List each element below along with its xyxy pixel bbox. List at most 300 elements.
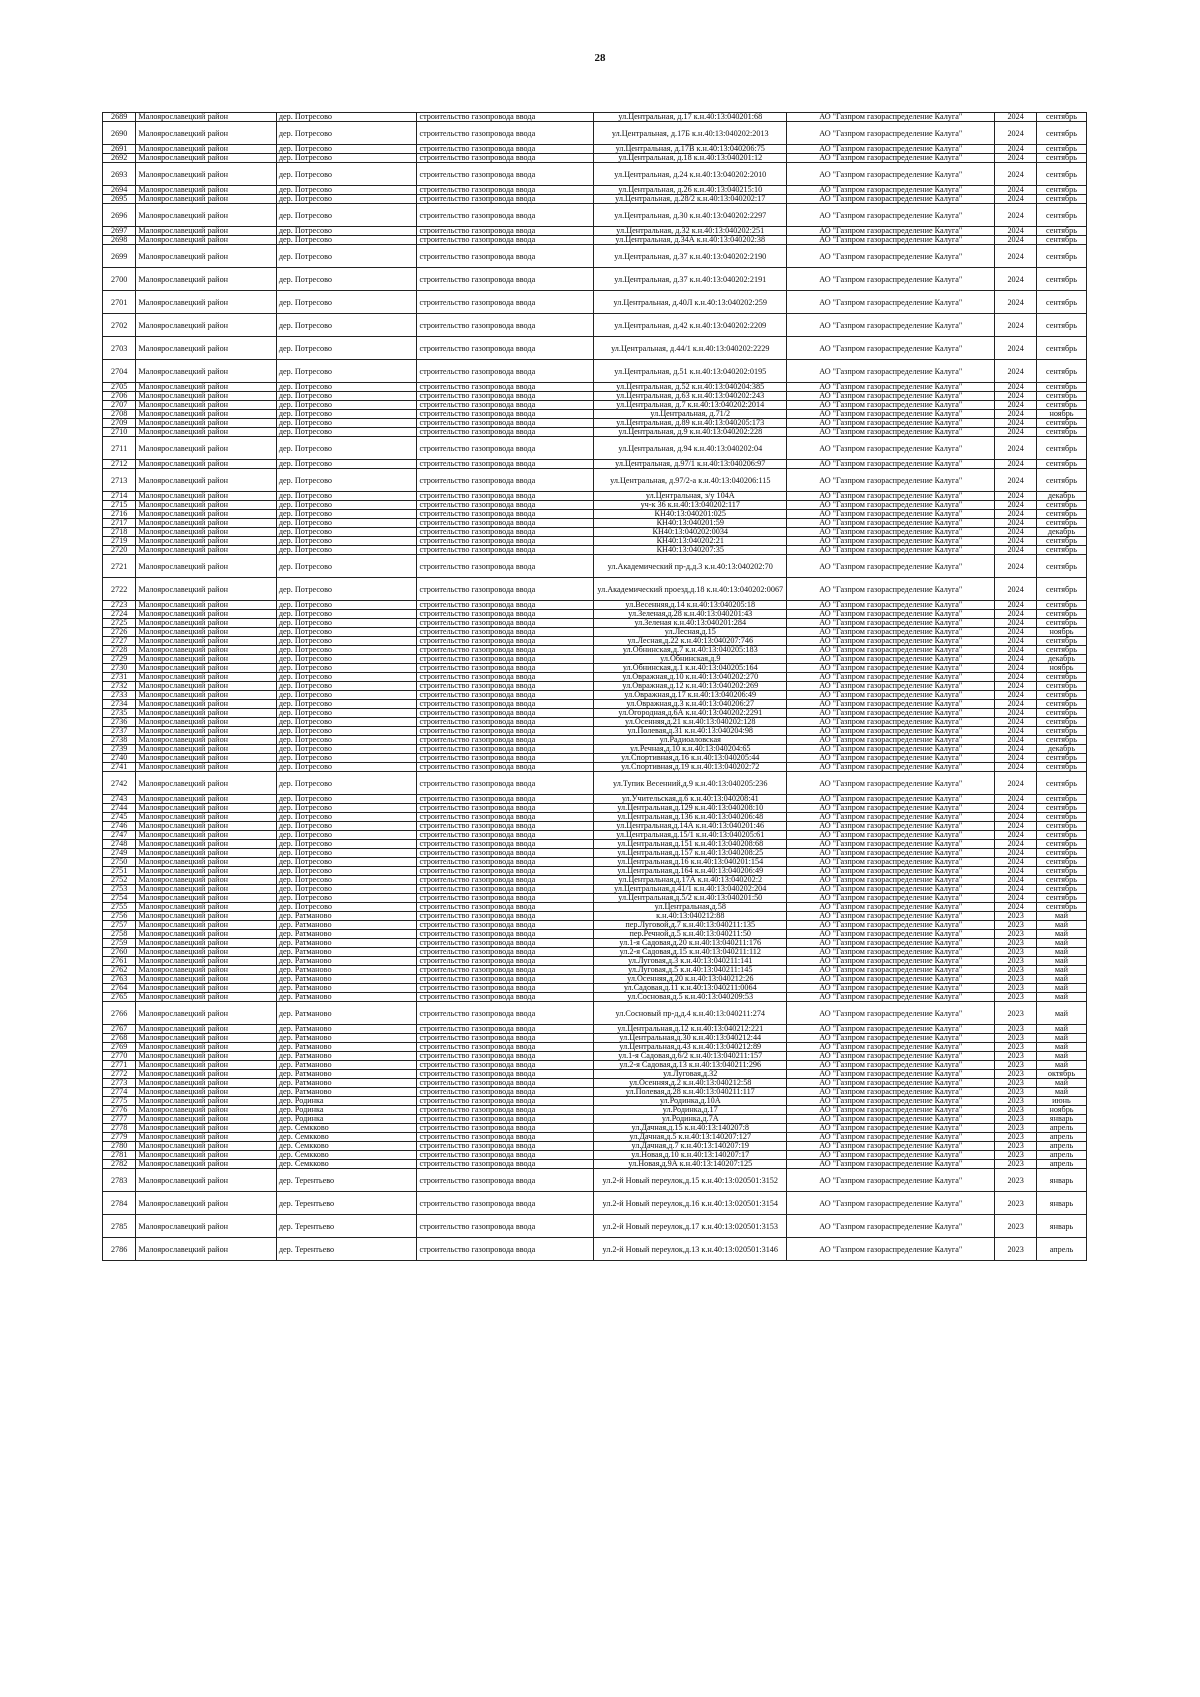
region-cell: Малоярославецкий район bbox=[136, 1238, 277, 1261]
organization-cell: АО "Газпром газораспределение Калуга" bbox=[787, 754, 995, 763]
address-cell: ул.Центральная, д.28/2 к.н.40:13:040202:17 bbox=[594, 195, 787, 204]
village-cell: дер. Потресово bbox=[276, 419, 417, 428]
address-cell: ул.Новая,д.9А к.н.40:13:140207:125 bbox=[594, 1160, 787, 1169]
month-cell: сентябрь bbox=[1036, 646, 1086, 655]
address-cell: КН40:13:040201:59 bbox=[594, 519, 787, 528]
address-cell: ул.Центральная, д.34А к.н.40:13:040202:38 bbox=[594, 236, 787, 245]
row-number: 2760 bbox=[103, 948, 136, 957]
table-row bbox=[103, 537, 1087, 546]
work-type-cell: строительство газопровода ввода bbox=[417, 948, 594, 957]
region-cell: Малоярославецкий район bbox=[136, 1079, 277, 1088]
address-cell: ул.Овражная,д.12 к.н.40:13:040202:269 bbox=[594, 682, 787, 691]
organization-cell: АО "Газпром газораспределение Калуга" bbox=[787, 646, 995, 655]
village-cell: дер. Потресово bbox=[276, 718, 417, 727]
year-cell: 2023 bbox=[995, 1151, 1037, 1160]
address-cell: ул.Центральная,д.136 к.н.40:13:040206:48 bbox=[594, 813, 787, 822]
row-number: 2758 bbox=[103, 930, 136, 939]
year-cell: 2024 bbox=[995, 885, 1037, 894]
table-row bbox=[103, 993, 1087, 1002]
organization-cell: АО "Газпром газораспределение Калуга" bbox=[787, 360, 995, 383]
month-cell: сентябрь bbox=[1036, 383, 1086, 392]
organization-cell: АО "Газпром газораспределение Калуга" bbox=[787, 966, 995, 975]
year-cell: 2024 bbox=[995, 360, 1037, 383]
work-type-cell: строительство газопровода ввода bbox=[417, 804, 594, 813]
year-cell: 2024 bbox=[995, 601, 1037, 610]
region-cell: Малоярославецкий район bbox=[136, 628, 277, 637]
month-cell: май bbox=[1036, 957, 1086, 966]
year-cell: 2023 bbox=[995, 1192, 1037, 1215]
year-cell: 2024 bbox=[995, 510, 1037, 519]
work-type-cell: строительство газопровода ввода bbox=[417, 921, 594, 930]
region-cell: Малоярославецкий район bbox=[136, 392, 277, 401]
village-cell: дер. Потресово bbox=[276, 437, 417, 460]
address-cell: ул.Дачная,д.7 к.н.40:13:140207:19 bbox=[594, 1142, 787, 1151]
region-cell: Малоярославецкий район bbox=[136, 1215, 277, 1238]
row-number: 2704 bbox=[103, 360, 136, 383]
region-cell: Малоярославецкий район bbox=[136, 1151, 277, 1160]
month-cell: май bbox=[1036, 1002, 1086, 1025]
work-type-cell: строительство газопровода ввода bbox=[417, 469, 594, 492]
month-cell: сентябрь bbox=[1036, 619, 1086, 628]
year-cell: 2024 bbox=[995, 646, 1037, 655]
year-cell: 2024 bbox=[995, 804, 1037, 813]
village-cell: дер. Потресово bbox=[276, 546, 417, 555]
work-type-cell: строительство газопровода ввода bbox=[417, 930, 594, 939]
row-number: 2752 bbox=[103, 876, 136, 885]
table-row bbox=[103, 813, 1087, 822]
month-cell: май bbox=[1036, 975, 1086, 984]
organization-cell: АО "Газпром газораспределение Калуга" bbox=[787, 1052, 995, 1061]
row-number: 2761 bbox=[103, 957, 136, 966]
page-number: 28 bbox=[594, 52, 606, 64]
village-cell: дер. Терентьево bbox=[276, 1215, 417, 1238]
region-cell: Малоярославецкий район bbox=[136, 1192, 277, 1215]
region-cell: Малоярославецкий район bbox=[136, 903, 277, 912]
row-number: 2774 bbox=[103, 1088, 136, 1097]
month-cell: май bbox=[1036, 984, 1086, 993]
table-row bbox=[103, 1133, 1087, 1142]
row-number: 2779 bbox=[103, 1133, 136, 1142]
table-row bbox=[103, 528, 1087, 537]
region-cell: Малоярославецкий район bbox=[136, 601, 277, 610]
village-cell: дер. Потресово bbox=[276, 655, 417, 664]
row-number: 2766 bbox=[103, 1002, 136, 1025]
work-type-cell: строительство газопровода ввода bbox=[417, 291, 594, 314]
organization-cell: АО "Газпром газораспределение Калуга" bbox=[787, 628, 995, 637]
month-cell: май bbox=[1036, 921, 1086, 930]
year-cell: 2023 bbox=[995, 930, 1037, 939]
village-cell: дер. Семкково bbox=[276, 1160, 417, 1169]
region-cell: Малоярославецкий район bbox=[136, 186, 277, 195]
village-cell: дер. Потресово bbox=[276, 601, 417, 610]
village-cell: дер. Потресово bbox=[276, 122, 417, 145]
month-cell: сентябрь bbox=[1036, 419, 1086, 428]
work-type-cell: строительство газопровода ввода bbox=[417, 186, 594, 195]
table-row bbox=[103, 709, 1087, 718]
month-cell: сентябрь bbox=[1036, 555, 1086, 578]
village-cell: дер. Потресово bbox=[276, 885, 417, 894]
month-cell: сентябрь bbox=[1036, 637, 1086, 646]
month-cell: сентябрь bbox=[1036, 268, 1086, 291]
month-cell: январь bbox=[1036, 1169, 1086, 1192]
table-row bbox=[103, 637, 1087, 646]
work-type-cell: строительство газопровода ввода bbox=[417, 628, 594, 637]
village-cell: дер. Потресово bbox=[276, 113, 417, 122]
region-cell: Малоярославецкий район bbox=[136, 1002, 277, 1025]
month-cell: сентябрь bbox=[1036, 437, 1086, 460]
address-cell: ул.Огородная,д.6А к.н.40:13:040202:2291 bbox=[594, 709, 787, 718]
table-row bbox=[103, 736, 1087, 745]
row-number: 2734 bbox=[103, 700, 136, 709]
work-type-cell: строительство газопровода ввода bbox=[417, 392, 594, 401]
work-type-cell: строительство газопровода ввода bbox=[417, 664, 594, 673]
month-cell: май bbox=[1036, 1052, 1086, 1061]
row-number: 2723 bbox=[103, 601, 136, 610]
address-cell: ул.Осенняя,д.20 к.н.40:13:040212:26 bbox=[594, 975, 787, 984]
table-row bbox=[103, 619, 1087, 628]
month-cell: сентябрь bbox=[1036, 154, 1086, 163]
work-type-cell: строительство газопровода ввода bbox=[417, 709, 594, 718]
address-cell: ул.Центральная, д.24 к.н.40:13:040202:2010 bbox=[594, 163, 787, 186]
address-cell: ул.Овражная,д.10 к.н.40:13:040202:270 bbox=[594, 673, 787, 682]
village-cell: дер. Потресово bbox=[276, 691, 417, 700]
address-cell: ул.Обнинская,д.9 bbox=[594, 655, 787, 664]
year-cell: 2023 bbox=[995, 1052, 1037, 1061]
organization-cell: АО "Газпром газораспределение Калуга" bbox=[787, 912, 995, 921]
village-cell: дер. Потресово bbox=[276, 646, 417, 655]
work-type-cell: строительство газопровода ввода bbox=[417, 1034, 594, 1043]
organization-cell: АО "Газпром газораспределение Калуга" bbox=[787, 795, 995, 804]
month-cell: апрель bbox=[1036, 1160, 1086, 1169]
month-cell: май bbox=[1036, 948, 1086, 957]
work-type-cell: строительство газопровода ввода bbox=[417, 163, 594, 186]
row-number: 2740 bbox=[103, 754, 136, 763]
month-cell: сентябрь bbox=[1036, 718, 1086, 727]
village-cell: дер. Потресово bbox=[276, 555, 417, 578]
month-cell: сентябрь bbox=[1036, 727, 1086, 736]
year-cell: 2024 bbox=[995, 291, 1037, 314]
year-cell: 2024 bbox=[995, 736, 1037, 745]
address-cell: ул.Центральная, д.30 к.н.40:13:040202:2297 bbox=[594, 204, 787, 227]
address-cell: ул.Центральная,д.30 к.н.40:13:040212:44 bbox=[594, 1034, 787, 1043]
region-cell: Малоярославецкий район bbox=[136, 682, 277, 691]
row-number: 2778 bbox=[103, 1124, 136, 1133]
row-number: 2692 bbox=[103, 154, 136, 163]
region-cell: Малоярославецкий район bbox=[136, 245, 277, 268]
work-type-cell: строительство газопровода ввода bbox=[417, 772, 594, 795]
organization-cell: АО "Газпром газораспределение Калуга" bbox=[787, 401, 995, 410]
table-row bbox=[103, 1002, 1087, 1025]
organization-cell: АО "Газпром газораспределение Калуга" bbox=[787, 1034, 995, 1043]
month-cell: апрель bbox=[1036, 1142, 1086, 1151]
month-cell: январь bbox=[1036, 1215, 1086, 1238]
work-type-cell: строительство газопровода ввода bbox=[417, 876, 594, 885]
row-number: 2714 bbox=[103, 492, 136, 501]
organization-cell: АО "Газпром газораспределение Калуга" bbox=[787, 546, 995, 555]
row-number: 2783 bbox=[103, 1169, 136, 1192]
village-cell: дер. Потресово bbox=[276, 849, 417, 858]
table-row bbox=[103, 163, 1087, 186]
table-row bbox=[103, 1034, 1087, 1043]
table-row bbox=[103, 460, 1087, 469]
table-row bbox=[103, 1238, 1087, 1261]
organization-cell: АО "Газпром газораспределение Калуга" bbox=[787, 314, 995, 337]
table-row bbox=[103, 578, 1087, 601]
year-cell: 2024 bbox=[995, 501, 1037, 510]
address-cell: ул.Центральная, д.17 к.н.40:13:040201:68 bbox=[594, 113, 787, 122]
year-cell: 2024 bbox=[995, 113, 1037, 122]
row-number: 2737 bbox=[103, 727, 136, 736]
region-cell: Малоярославецкий район bbox=[136, 700, 277, 709]
region-cell: Малоярославецкий район bbox=[136, 227, 277, 236]
year-cell: 2023 bbox=[995, 1061, 1037, 1070]
row-number: 2744 bbox=[103, 804, 136, 813]
row-number: 2771 bbox=[103, 1061, 136, 1070]
year-cell: 2024 bbox=[995, 822, 1037, 831]
organization-cell: АО "Газпром газораспределение Калуга" bbox=[787, 460, 995, 469]
work-type-cell: строительство газопровода ввода bbox=[417, 939, 594, 948]
organization-cell: АО "Газпром газораспределение Калуга" bbox=[787, 637, 995, 646]
region-cell: Малоярославецкий район bbox=[136, 555, 277, 578]
address-cell: ул.Весенняя,д.14 к.н.40:13:040205:18 bbox=[594, 601, 787, 610]
work-type-cell: строительство газопровода ввода bbox=[417, 1133, 594, 1142]
year-cell: 2024 bbox=[995, 145, 1037, 154]
row-number: 2768 bbox=[103, 1034, 136, 1043]
table-row bbox=[103, 912, 1087, 921]
month-cell: декабрь bbox=[1036, 492, 1086, 501]
organization-cell: АО "Газпром газораспределение Калуга" bbox=[787, 736, 995, 745]
row-number: 2733 bbox=[103, 691, 136, 700]
work-type-cell: строительство газопровода ввода bbox=[417, 1106, 594, 1115]
village-cell: дер. Потресово bbox=[276, 610, 417, 619]
region-cell: Малоярославецкий район bbox=[136, 772, 277, 795]
village-cell: дер. Потресово bbox=[276, 804, 417, 813]
year-cell: 2024 bbox=[995, 682, 1037, 691]
work-type-cell: строительство газопровода ввода bbox=[417, 813, 594, 822]
table-row bbox=[103, 1169, 1087, 1192]
row-number: 2729 bbox=[103, 655, 136, 664]
address-cell: ул.Полевая,д.28 к.н.40:13:040211:117 bbox=[594, 1088, 787, 1097]
village-cell: дер. Родинка bbox=[276, 1106, 417, 1115]
row-number: 2721 bbox=[103, 555, 136, 578]
region-cell: Малоярославецкий район bbox=[136, 673, 277, 682]
month-cell: сентябрь bbox=[1036, 145, 1086, 154]
year-cell: 2024 bbox=[995, 528, 1037, 537]
row-number: 2731 bbox=[103, 673, 136, 682]
month-cell: сентябрь bbox=[1036, 469, 1086, 492]
row-number: 2747 bbox=[103, 831, 136, 840]
row-number: 2722 bbox=[103, 578, 136, 601]
row-number: 2765 bbox=[103, 993, 136, 1002]
year-cell: 2024 bbox=[995, 831, 1037, 840]
month-cell: апрель bbox=[1036, 1238, 1086, 1261]
year-cell: 2024 bbox=[995, 745, 1037, 754]
work-type-cell: строительство газопровода ввода bbox=[417, 1043, 594, 1052]
address-cell: ул.Центральная,д.151 к.н.40:13:040208:68 bbox=[594, 840, 787, 849]
month-cell: сентябрь bbox=[1036, 392, 1086, 401]
row-number: 2773 bbox=[103, 1079, 136, 1088]
work-type-cell: строительство газопровода ввода bbox=[417, 1142, 594, 1151]
table-row bbox=[103, 501, 1087, 510]
address-cell: ул.Центральная,д.43 к.н.40:13:040212:89 bbox=[594, 1043, 787, 1052]
month-cell: май bbox=[1036, 993, 1086, 1002]
region-cell: Малоярославецкий район bbox=[136, 849, 277, 858]
work-type-cell: строительство газопровода ввода bbox=[417, 1124, 594, 1133]
organization-cell: АО "Газпром газораспределение Калуга" bbox=[787, 1043, 995, 1052]
organization-cell: АО "Газпром газораспределение Калуга" bbox=[787, 1238, 995, 1261]
table-row bbox=[103, 437, 1087, 460]
month-cell: декабрь bbox=[1036, 528, 1086, 537]
month-cell: октябрь bbox=[1036, 1070, 1086, 1079]
region-cell: Малоярославецкий район bbox=[136, 930, 277, 939]
year-cell: 2024 bbox=[995, 268, 1037, 291]
row-number: 2746 bbox=[103, 822, 136, 831]
address-cell: ул.Центральная, д.51 к.н.40:13:040202:0195 bbox=[594, 360, 787, 383]
address-cell: ул.Сосновая,д.5 к.н.40:13:040209:53 bbox=[594, 993, 787, 1002]
work-type-cell: строительство газопровода ввода bbox=[417, 227, 594, 236]
organization-cell: АО "Газпром газораспределение Калуга" bbox=[787, 1142, 995, 1151]
row-number: 2705 bbox=[103, 383, 136, 392]
table-row bbox=[103, 885, 1087, 894]
year-cell: 2023 bbox=[995, 939, 1037, 948]
address-cell: ул.Осенняя,д.2 к.н.40:13:040212:58 bbox=[594, 1079, 787, 1088]
row-number: 2712 bbox=[103, 460, 136, 469]
month-cell: сентябрь bbox=[1036, 510, 1086, 519]
organization-cell: АО "Газпром газораспределение Калуга" bbox=[787, 993, 995, 1002]
address-cell: ул.1-я Садовая,д.20 к.н.40:13:040211:176 bbox=[594, 939, 787, 948]
organization-cell: АО "Газпром газораспределение Калуга" bbox=[787, 1025, 995, 1034]
organization-cell: АО "Газпром газораспределение Калуга" bbox=[787, 975, 995, 984]
year-cell: 2024 bbox=[995, 610, 1037, 619]
month-cell: май bbox=[1036, 930, 1086, 939]
year-cell: 2024 bbox=[995, 555, 1037, 578]
work-type-cell: строительство газопровода ввода bbox=[417, 1192, 594, 1215]
year-cell: 2023 bbox=[995, 993, 1037, 1002]
organization-cell: АО "Газпром газораспределение Калуга" bbox=[787, 840, 995, 849]
work-type-cell: строительство газопровода ввода bbox=[417, 204, 594, 227]
address-cell: ул.Сосновый пр-д,д.4 к.н.40:13:040211:274 bbox=[594, 1002, 787, 1025]
region-cell: Малоярославецкий район bbox=[136, 492, 277, 501]
month-cell: сентябрь bbox=[1036, 903, 1086, 912]
month-cell: сентябрь bbox=[1036, 691, 1086, 700]
month-cell: сентябрь bbox=[1036, 894, 1086, 903]
region-cell: Малоярославецкий район bbox=[136, 840, 277, 849]
year-cell: 2024 bbox=[995, 437, 1037, 460]
organization-cell: АО "Газпром газораспределение Калуга" bbox=[787, 195, 995, 204]
table-row bbox=[103, 840, 1087, 849]
village-cell: дер. Потресово bbox=[276, 501, 417, 510]
organization-cell: АО "Газпром газораспределение Калуга" bbox=[787, 1002, 995, 1025]
table-row bbox=[103, 519, 1087, 528]
gasification-register-table bbox=[102, 112, 1087, 1261]
table-row bbox=[103, 1215, 1087, 1238]
village-cell: дер. Семкково bbox=[276, 1133, 417, 1142]
village-cell: дер. Терентьево bbox=[276, 1238, 417, 1261]
row-number: 2763 bbox=[103, 975, 136, 984]
work-type-cell: строительство газопровода ввода bbox=[417, 428, 594, 437]
organization-cell: АО "Газпром газораспределение Калуга" bbox=[787, 763, 995, 772]
month-cell: сентябрь bbox=[1036, 227, 1086, 236]
region-cell: Малоярославецкий район bbox=[136, 519, 277, 528]
table-row bbox=[103, 601, 1087, 610]
village-cell: дер. Потресово bbox=[276, 401, 417, 410]
address-cell: ул.Дачная,д.5 к.н.40:13:140207:127 bbox=[594, 1133, 787, 1142]
address-cell: ул.Центральная,д.17А к.н.40:13:040202:2 bbox=[594, 876, 787, 885]
table-row bbox=[103, 939, 1087, 948]
organization-cell: АО "Газпром газораспределение Калуга" bbox=[787, 337, 995, 360]
address-cell: ул.Центральная, д.32 к.н.40:13:040202:251 bbox=[594, 227, 787, 236]
row-number: 2775 bbox=[103, 1097, 136, 1106]
address-cell: КН40:13:040201:025 bbox=[594, 510, 787, 519]
table-row bbox=[103, 984, 1087, 993]
year-cell: 2024 bbox=[995, 460, 1037, 469]
row-number: 2781 bbox=[103, 1151, 136, 1160]
village-cell: дер. Ратманово bbox=[276, 1043, 417, 1052]
table-row bbox=[103, 428, 1087, 437]
organization-cell: АО "Газпром газораспределение Калуга" bbox=[787, 849, 995, 858]
row-number: 2751 bbox=[103, 867, 136, 876]
year-cell: 2024 bbox=[995, 122, 1037, 145]
year-cell: 2023 bbox=[995, 1043, 1037, 1052]
work-type-cell: строительство газопровода ввода bbox=[417, 984, 594, 993]
table-row bbox=[103, 930, 1087, 939]
address-cell: ул.Овражная,д.17 к.н.40:13:040206:49 bbox=[594, 691, 787, 700]
region-cell: Малоярославецкий район bbox=[136, 1088, 277, 1097]
region-cell: Малоярославецкий район bbox=[136, 236, 277, 245]
region-cell: Малоярославецкий район bbox=[136, 957, 277, 966]
address-cell: ул.2-й Новый переулок,д.15 к.н.40:13:020501:3152 bbox=[594, 1169, 787, 1192]
year-cell: 2024 bbox=[995, 401, 1037, 410]
month-cell: сентябрь bbox=[1036, 337, 1086, 360]
region-cell: Малоярославецкий район bbox=[136, 1097, 277, 1106]
region-cell: Малоярославецкий район bbox=[136, 709, 277, 718]
organization-cell: АО "Газпром газораспределение Калуга" bbox=[787, 822, 995, 831]
work-type-cell: строительство газопровода ввода bbox=[417, 763, 594, 772]
table-row bbox=[103, 772, 1087, 795]
month-cell: декабрь bbox=[1036, 745, 1086, 754]
row-number: 2711 bbox=[103, 437, 136, 460]
work-type-cell: строительство газопровода ввода bbox=[417, 637, 594, 646]
address-cell: пер.Луговой,д.7 к.н.40:13:040211:135 bbox=[594, 921, 787, 930]
table-row bbox=[103, 903, 1087, 912]
row-number: 2764 bbox=[103, 984, 136, 993]
year-cell: 2024 bbox=[995, 718, 1037, 727]
month-cell: сентябрь bbox=[1036, 763, 1086, 772]
work-type-cell: строительство газопровода ввода bbox=[417, 1070, 594, 1079]
organization-cell: АО "Газпром газораспределение Калуга" bbox=[787, 122, 995, 145]
organization-cell: АО "Газпром газораспределение Калуга" bbox=[787, 831, 995, 840]
year-cell: 2023 bbox=[995, 1106, 1037, 1115]
year-cell: 2024 bbox=[995, 700, 1037, 709]
table-row bbox=[103, 1124, 1087, 1133]
table-row bbox=[103, 718, 1087, 727]
region-cell: Малоярославецкий район bbox=[136, 204, 277, 227]
address-cell: КН40:13:040202:0034 bbox=[594, 528, 787, 537]
work-type-cell: строительство газопровода ввода bbox=[417, 337, 594, 360]
address-cell: ул.Зеленая,д.28 к.н.40:13:040201:43 bbox=[594, 610, 787, 619]
year-cell: 2024 bbox=[995, 903, 1037, 912]
village-cell: дер. Ратманово bbox=[276, 984, 417, 993]
year-cell: 2023 bbox=[995, 1025, 1037, 1034]
month-cell: май bbox=[1036, 1043, 1086, 1052]
village-cell: дер. Ратманово bbox=[276, 1002, 417, 1025]
row-number: 2753 bbox=[103, 885, 136, 894]
row-number: 2748 bbox=[103, 840, 136, 849]
address-cell: ул.Центральная, д.71/2 bbox=[594, 410, 787, 419]
year-cell: 2024 bbox=[995, 709, 1037, 718]
address-cell: ул.Осенняя,д.21 к.н.40:13:040202:128 bbox=[594, 718, 787, 727]
organization-cell: АО "Газпром газораспределение Калуга" bbox=[787, 610, 995, 619]
